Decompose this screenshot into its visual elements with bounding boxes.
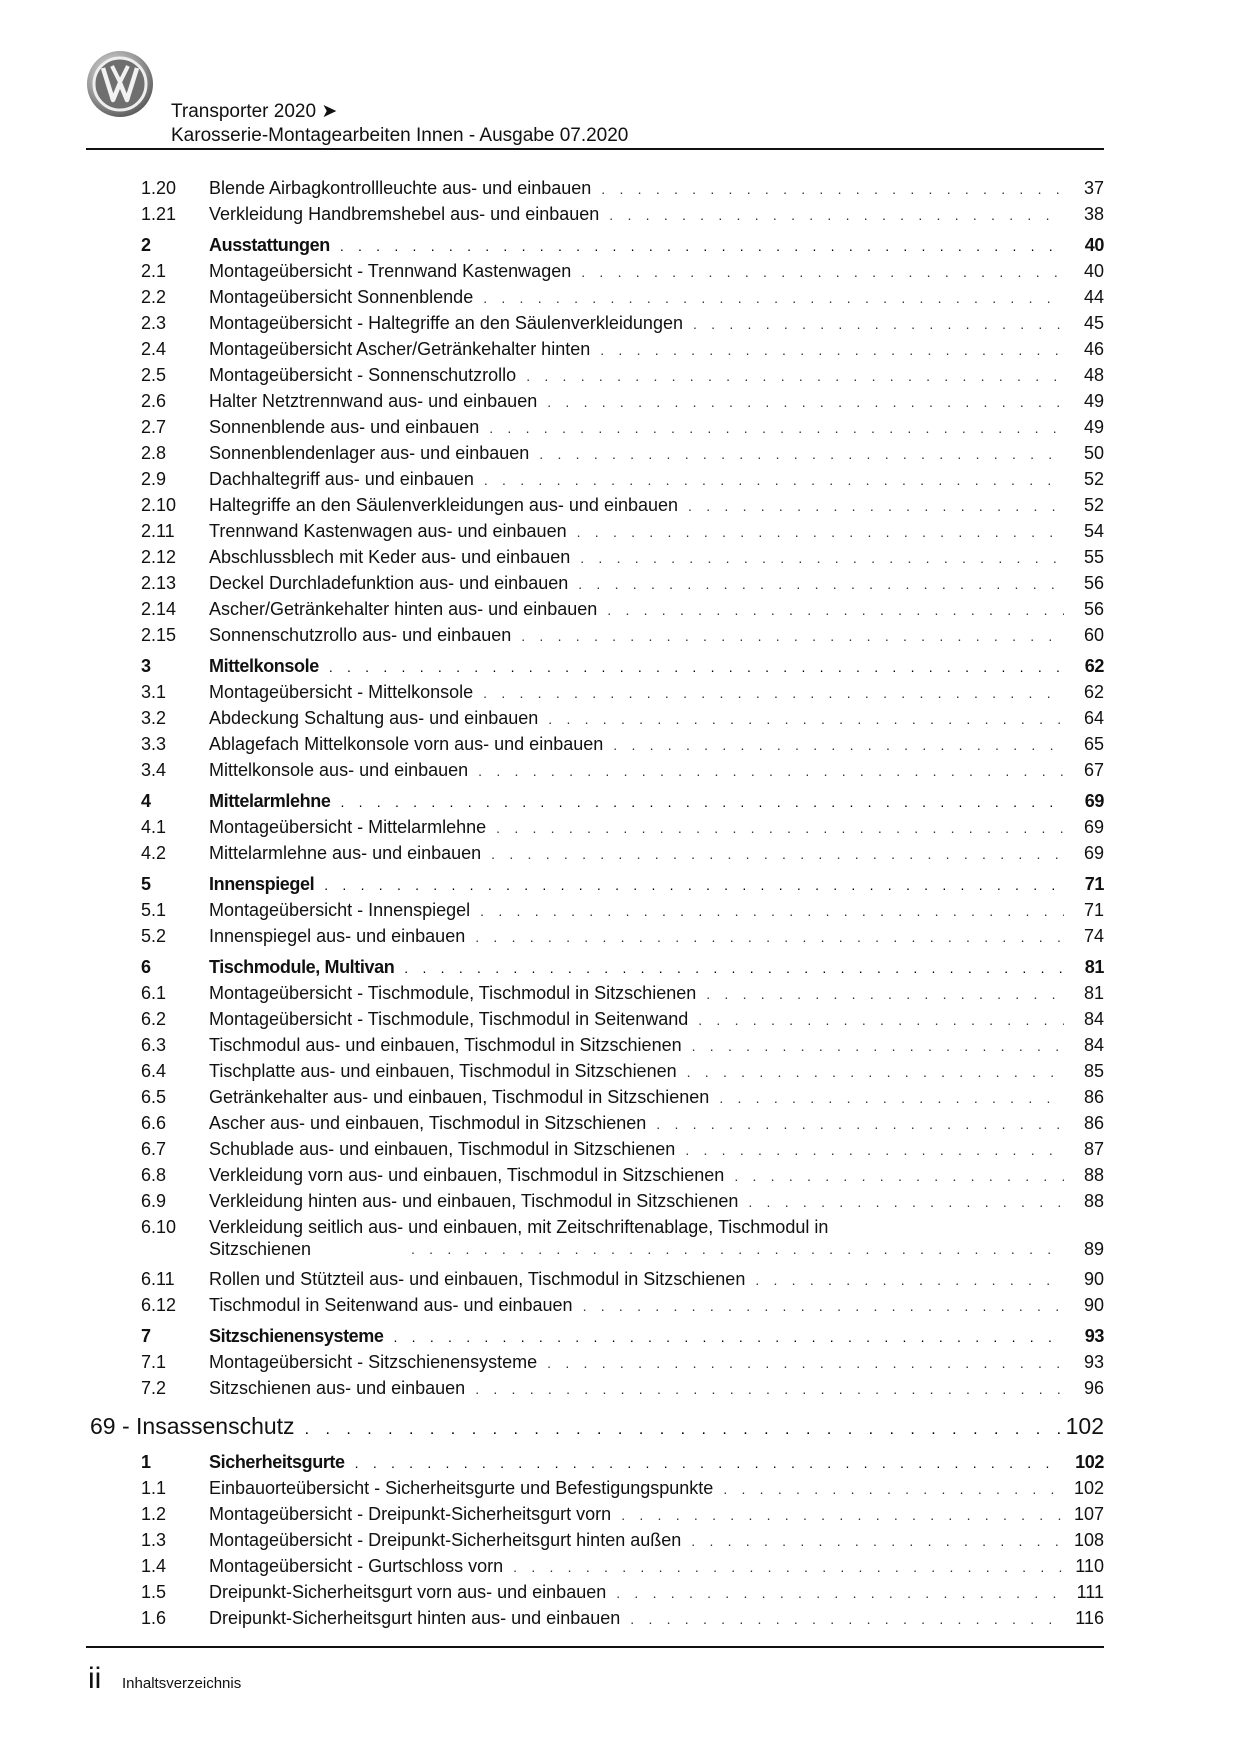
toc-entry-page: 88 bbox=[1083, 1165, 1104, 1185]
toc-entry-title: Mittelarmlehne aus- und einbauen bbox=[209, 843, 482, 863]
toc-entry-title: Abdeckung Schaltung aus- und einbauen bbox=[209, 708, 539, 728]
toc-chapter-title: 69 - Insassenschutz bbox=[90, 1413, 295, 1439]
toc-entry-number: 2.10 bbox=[141, 495, 177, 515]
toc-entry-page: 102 bbox=[1073, 1478, 1104, 1498]
toc-entry[interactable] bbox=[141, 390, 1104, 413]
dot-leader bbox=[693, 313, 1064, 335]
toc-entry-page: 50 bbox=[1083, 443, 1104, 463]
toc-entry-title: Ausstattungen bbox=[209, 235, 330, 255]
toc-entry-number: 2.3 bbox=[141, 313, 167, 333]
toc-entry-page: 87 bbox=[1083, 1139, 1104, 1159]
toc-entry[interactable] bbox=[141, 442, 1104, 465]
toc-entry-page: 56 bbox=[1083, 573, 1104, 593]
dot-leader bbox=[755, 1269, 1064, 1291]
toc-entry-number: 3.3 bbox=[141, 734, 167, 754]
toc-entry[interactable] bbox=[141, 1607, 1104, 1630]
dot-leader bbox=[513, 1556, 1064, 1578]
page-number: ii bbox=[88, 1662, 102, 1695]
dot-leader bbox=[687, 1061, 1064, 1083]
dot-leader bbox=[324, 874, 1064, 896]
toc-entry[interactable] bbox=[141, 925, 1104, 948]
toc-entry-title: Tischplatte aus- und einbauen, Tischmodul in Sitzschienen bbox=[209, 1061, 677, 1081]
toc-entry[interactable] bbox=[141, 1351, 1104, 1374]
toc-entry-title: Ascher aus- und einbauen, Tischmodul in Sitzschienen bbox=[209, 1113, 647, 1133]
toc-entry-title: Ablagefach Mittelkonsole vorn aus- und einbauen bbox=[209, 734, 604, 754]
toc-entry-page: 55 bbox=[1083, 547, 1104, 567]
toc-entry[interactable] bbox=[141, 1060, 1104, 1083]
toc-entry-number: 6.3 bbox=[141, 1035, 167, 1055]
toc-entry[interactable] bbox=[141, 899, 1104, 922]
toc-entry[interactable] bbox=[141, 572, 1104, 595]
toc-entry[interactable] bbox=[141, 1529, 1104, 1552]
toc-entry-title: Abschlussblech mit Keder aus- und einbauen bbox=[209, 547, 571, 567]
toc-entry-page: 44 bbox=[1083, 287, 1104, 307]
toc-entry[interactable] bbox=[141, 364, 1104, 387]
toc-entry[interactable] bbox=[141, 177, 1104, 200]
dot-leader bbox=[581, 261, 1064, 283]
dot-leader bbox=[616, 1582, 1064, 1604]
toc-entry[interactable] bbox=[141, 1034, 1104, 1057]
toc-entry-page: 52 bbox=[1083, 469, 1104, 489]
toc-entry-title: Sonnenblendenlager aus- und einbauen bbox=[209, 443, 530, 463]
toc-entry-page: 85 bbox=[1083, 1061, 1104, 1081]
toc-entry-number: 6.7 bbox=[141, 1139, 167, 1159]
toc-entry-page: 86 bbox=[1083, 1087, 1104, 1107]
toc-entry-number: 1.21 bbox=[141, 204, 177, 224]
toc-entry-title: Blende Airbagkontrollleuchte aus- und einbauen bbox=[209, 178, 592, 198]
toc-entry-number: 6.11 bbox=[141, 1269, 175, 1289]
toc-section[interactable] bbox=[141, 873, 1104, 896]
footer-divider bbox=[86, 1646, 1104, 1648]
dot-leader bbox=[478, 760, 1064, 782]
toc-entry[interactable] bbox=[141, 203, 1104, 226]
dot-leader bbox=[692, 1035, 1064, 1057]
toc-section[interactable] bbox=[141, 1325, 1104, 1348]
toc-entry-page: 62 bbox=[1084, 656, 1104, 676]
toc-entry-page: 81 bbox=[1084, 957, 1104, 977]
toc-entry-title: Montageübersicht Ascher/Getränkehalter hinten bbox=[209, 339, 591, 359]
toc-entry-title: Mittelarmlehne bbox=[209, 791, 331, 811]
toc-section[interactable] bbox=[141, 956, 1104, 979]
toc-entry-page: 116 bbox=[1075, 1608, 1104, 1628]
toc-entry[interactable] bbox=[141, 1268, 1104, 1291]
toc-entry-page: 69 bbox=[1083, 817, 1104, 837]
toc-entry[interactable] bbox=[141, 1138, 1104, 1161]
toc-entry-page: 45 bbox=[1083, 313, 1104, 333]
toc-entry-number: 2.2 bbox=[141, 287, 167, 307]
toc-entry-title: Montageübersicht - Mittelarmlehne bbox=[209, 817, 487, 837]
toc-entry-title: Tischmodul in Seitenwand aus- und einbauen bbox=[209, 1295, 573, 1315]
dot-leader bbox=[489, 417, 1064, 439]
dot-leader bbox=[548, 708, 1064, 730]
dot-leader bbox=[329, 656, 1064, 678]
toc-section[interactable] bbox=[141, 655, 1104, 678]
toc-entry-page: 65 bbox=[1083, 734, 1104, 754]
toc-entry[interactable] bbox=[141, 286, 1104, 309]
toc-section[interactable] bbox=[141, 234, 1104, 257]
toc-entry-page: 48 bbox=[1083, 365, 1104, 385]
toc-entry-number: 2.9 bbox=[141, 469, 167, 489]
toc-entry-number: 2 bbox=[141, 235, 151, 255]
dot-leader bbox=[484, 469, 1064, 491]
dot-leader bbox=[706, 983, 1064, 1005]
toc-entry-number: 2.8 bbox=[141, 443, 167, 463]
toc-entry-title: Verkleidung Handbremshebel aus- und einbauen bbox=[209, 204, 600, 224]
toc-entry-title: Montageübersicht - Dreipunkt-Sicherheitsgurt hinten außen bbox=[209, 1530, 682, 1550]
dot-leader bbox=[393, 1326, 1064, 1348]
toc-entry-number: 1.20 bbox=[141, 178, 177, 198]
toc-entry-page: 84 bbox=[1083, 1009, 1104, 1029]
toc-entry-title: Tischmodul aus- und einbauen, Tischmodul in Sitzschienen bbox=[209, 1035, 682, 1055]
toc-entry-number: 2.7 bbox=[141, 417, 167, 437]
toc-entry-page: 107 bbox=[1073, 1504, 1104, 1524]
toc-entry[interactable] bbox=[141, 546, 1104, 569]
toc-entry-page: 88 bbox=[1083, 1191, 1104, 1211]
toc-entry-title: Sitzschienen aus- und einbauen bbox=[209, 1378, 466, 1398]
toc-entry-page: 56 bbox=[1083, 599, 1104, 619]
toc-entry-number: 7 bbox=[141, 1326, 151, 1346]
toc-entry[interactable] bbox=[141, 468, 1104, 491]
toc-entry-title: Verkleidung vorn aus- und einbauen, Tischmodul in Sitzschienen bbox=[209, 1165, 725, 1185]
toc-entry-title: Sitzschienensysteme bbox=[209, 1326, 384, 1346]
dot-leader bbox=[480, 900, 1064, 922]
toc-entry-page: 37 bbox=[1083, 178, 1104, 198]
toc-entry-title: Montageübersicht - Tischmodule, Tischmodul in Seitenwand bbox=[209, 1009, 689, 1029]
toc-entry-number: 3.2 bbox=[141, 708, 167, 728]
dot-leader bbox=[656, 1113, 1064, 1135]
dot-leader bbox=[748, 1191, 1064, 1213]
toc-entry-number: 2.5 bbox=[141, 365, 167, 385]
toc-entry-page: 86 bbox=[1083, 1113, 1104, 1133]
toc-entry[interactable] bbox=[141, 707, 1104, 730]
toc-entry-page: 108 bbox=[1073, 1530, 1104, 1550]
dot-leader bbox=[723, 1478, 1064, 1500]
toc-entry-title: Dreipunkt-Sicherheitsgurt vorn aus- und einbauen bbox=[209, 1582, 607, 1602]
dot-leader bbox=[521, 625, 1064, 647]
toc-entry-page: 90 bbox=[1083, 1269, 1104, 1289]
toc-entry-number: 7.1 bbox=[141, 1352, 167, 1372]
dot-leader bbox=[340, 235, 1064, 257]
toc-entry[interactable] bbox=[141, 1477, 1104, 1500]
toc-entry-number: 4 bbox=[141, 791, 151, 811]
dot-leader bbox=[600, 339, 1064, 361]
toc-entry-page: 49 bbox=[1083, 417, 1104, 437]
toc-entry-number: 1.5 bbox=[141, 1582, 167, 1602]
toc-entry-number: 6.9 bbox=[141, 1191, 167, 1211]
dot-leader bbox=[583, 1295, 1064, 1317]
toc-entry[interactable] bbox=[141, 982, 1104, 1005]
toc-entry-page: 49 bbox=[1083, 391, 1104, 411]
toc-entry-title: Verkleidung seitlich aus- und einbauen, mit Zeitschriftenablage, Tischmodul in Sitzschienen bbox=[209, 1217, 829, 1259]
toc-entry[interactable] bbox=[141, 1503, 1104, 1526]
toc-entry-title: Innenspiegel bbox=[209, 874, 315, 894]
dot-leader bbox=[305, 1417, 1064, 1443]
toc-entry-page: 90 bbox=[1083, 1295, 1104, 1315]
toc-entry-page: 93 bbox=[1084, 1326, 1104, 1346]
toc-entry-number: 1.2 bbox=[141, 1504, 167, 1524]
toc-entry-number: 3 bbox=[141, 656, 151, 676]
dot-leader bbox=[526, 365, 1064, 387]
toc-entry-number: 5 bbox=[141, 874, 151, 894]
toc-entry-title: Montageübersicht - Trennwand Kastenwagen bbox=[209, 261, 572, 281]
toc-entry-page: 93 bbox=[1083, 1352, 1104, 1372]
toc-entry[interactable] bbox=[141, 312, 1104, 335]
toc-entry-page: 89 bbox=[1083, 1239, 1104, 1259]
dot-leader bbox=[613, 734, 1064, 756]
toc-section[interactable] bbox=[141, 790, 1104, 813]
toc-entry-title: Montageübersicht - Tischmodule, Tischmodul in Sitzschienen bbox=[209, 983, 697, 1003]
dot-leader bbox=[496, 817, 1064, 839]
toc-entry-title: Montageübersicht - Sonnenschutzrollo bbox=[209, 365, 517, 385]
toc-entry-title: Mittelkonsole bbox=[209, 656, 319, 676]
toc-entry-page: 102 bbox=[1075, 1452, 1104, 1472]
toc-entry-title: Halter Netztrennwand aus- und einbauen bbox=[209, 391, 538, 411]
toc-entry-page: 69 bbox=[1083, 843, 1104, 863]
dot-leader bbox=[691, 1530, 1064, 1552]
dot-leader bbox=[580, 547, 1064, 569]
toc-entry-number: 6.6 bbox=[141, 1113, 167, 1133]
toc-entry[interactable] bbox=[141, 681, 1104, 704]
toc-entry-page: 110 bbox=[1075, 1556, 1104, 1576]
toc-entry-page: 38 bbox=[1083, 204, 1104, 224]
toc-entry-number: 2.6 bbox=[141, 391, 167, 411]
toc-entry-title: Sicherheitsgurte bbox=[209, 1452, 345, 1472]
toc-entry[interactable] bbox=[141, 260, 1104, 283]
toc-entry-title: Getränkehalter aus- und einbauen, Tischmodul in Sitzschienen bbox=[209, 1087, 710, 1107]
toc-entry-page: 69 bbox=[1084, 791, 1104, 811]
toc-entry[interactable] bbox=[141, 1008, 1104, 1031]
toc-chapter[interactable] bbox=[90, 1413, 1104, 1443]
toc-entry[interactable] bbox=[141, 1112, 1104, 1135]
toc-entry-number: 1.6 bbox=[141, 1608, 167, 1628]
toc-entry-title: Deckel Durchladefunktion aus- und einbauen bbox=[209, 573, 569, 593]
toc-entry-page: 40 bbox=[1084, 235, 1104, 255]
dot-leader bbox=[601, 178, 1064, 200]
header-divider bbox=[86, 148, 1104, 150]
toc-entry-number: 7.2 bbox=[141, 1378, 167, 1398]
toc-entry[interactable] bbox=[141, 759, 1104, 782]
toc-entry-number: 2.1 bbox=[141, 261, 167, 281]
toc-entry-number: 2.15 bbox=[141, 625, 177, 645]
toc-entry-page: 81 bbox=[1083, 983, 1104, 1003]
toc-entry-number: 2.4 bbox=[141, 339, 167, 359]
toc-entry-number: 1.4 bbox=[141, 1556, 167, 1576]
toc-entry-title: Montageübersicht - Haltegriffe an den Säulenverkleidungen bbox=[209, 313, 683, 333]
toc-entry-number: 5.1 bbox=[141, 900, 167, 920]
dot-leader bbox=[491, 843, 1064, 865]
dot-leader bbox=[719, 1087, 1064, 1109]
dot-leader bbox=[685, 1139, 1064, 1161]
toc-entry-number: 2.11 bbox=[141, 521, 175, 541]
toc-entry[interactable] bbox=[141, 816, 1104, 839]
dot-leader bbox=[688, 495, 1064, 517]
toc-entry-title: Dachhaltegriff aus- und einbauen bbox=[209, 469, 474, 489]
toc-entry[interactable] bbox=[141, 1581, 1104, 1604]
toc-entry-page: 60 bbox=[1083, 625, 1104, 645]
dot-leader bbox=[340, 791, 1064, 813]
toc-entry-title: Verkleidung hinten aus- und einbauen, Tischmodul in Sitzschienen bbox=[209, 1191, 739, 1211]
toc-entry-number: 3.1 bbox=[141, 682, 167, 702]
dot-leader bbox=[411, 1238, 1060, 1260]
toc-entry-number: 5.2 bbox=[141, 926, 167, 946]
toc-entry[interactable] bbox=[141, 520, 1104, 543]
toc-entry-title: Ascher/Getränkehalter hinten aus- und einbauen bbox=[209, 599, 598, 619]
toc-entry-title: Montageübersicht - Dreipunkt-Sicherheitsgurt vorn bbox=[209, 1504, 612, 1524]
toc-entry-title: Schublade aus- und einbauen, Tischmodul in Sitzschienen bbox=[209, 1139, 676, 1159]
toc-entry[interactable] bbox=[141, 494, 1104, 517]
toc-entry[interactable] bbox=[141, 624, 1104, 647]
toc-entry-title: Haltegriffe an den Säulenverkleidungen aus- und einbauen bbox=[209, 495, 679, 515]
dot-leader bbox=[547, 1352, 1064, 1374]
toc-section[interactable] bbox=[141, 1451, 1104, 1474]
toc-entry-number: 6.4 bbox=[141, 1061, 167, 1081]
toc-entry-title: Tischmodule, Multivan bbox=[209, 957, 395, 977]
toc-entry-page: 40 bbox=[1083, 261, 1104, 281]
toc-entry-number: 2.13 bbox=[141, 573, 177, 593]
toc-entry-number: 4.1 bbox=[141, 817, 167, 837]
toc-entry-title: Rollen und Stützteil aus- und einbauen, Tischmodul in Sitzschienen bbox=[209, 1269, 746, 1289]
toc-entry[interactable] bbox=[141, 733, 1104, 756]
toc-entry-title: Sonnenschutzrollo aus- und einbauen bbox=[209, 625, 512, 645]
toc-entry-number: 1.3 bbox=[141, 1530, 167, 1550]
toc-entry[interactable] bbox=[141, 1164, 1104, 1187]
toc-entry[interactable] bbox=[141, 1377, 1104, 1400]
footer-label: Inhaltsverzeichnis bbox=[122, 1675, 242, 1692]
toc-entry[interactable] bbox=[141, 1294, 1104, 1317]
dot-leader bbox=[578, 573, 1064, 595]
toc-entry-number: 1 bbox=[141, 1452, 151, 1472]
toc-entry[interactable] bbox=[141, 1086, 1104, 1109]
toc-entry-page: 84 bbox=[1083, 1035, 1104, 1055]
dot-leader bbox=[698, 1009, 1064, 1031]
toc-entry[interactable] bbox=[141, 598, 1104, 621]
toc-entry-page: 62 bbox=[1083, 682, 1104, 702]
toc-entry-title: Einbauorteübersicht - Sicherheitsgurte und Befestigungspunkte bbox=[209, 1478, 714, 1498]
toc-entry-number: 6 bbox=[141, 957, 151, 977]
toc-entry-title: Montageübersicht Sonnenblende bbox=[209, 287, 474, 307]
toc-entry[interactable] bbox=[141, 842, 1104, 865]
toc-entry-page: 54 bbox=[1083, 521, 1104, 541]
toc-entry-number: 6.8 bbox=[141, 1165, 167, 1185]
dot-leader bbox=[607, 599, 1064, 621]
dot-leader bbox=[609, 204, 1064, 226]
toc-entry-page: 71 bbox=[1084, 874, 1104, 894]
toc-entry-number: 6.1 bbox=[141, 983, 167, 1003]
dot-leader bbox=[475, 926, 1064, 948]
toc-entry-number: 6.2 bbox=[141, 1009, 167, 1029]
toc-entry-page: 67 bbox=[1083, 760, 1104, 780]
toc-entry-page: 96 bbox=[1083, 1378, 1104, 1398]
dot-leader bbox=[630, 1608, 1064, 1630]
toc-entry-title: Montageübersicht - Sitzschienensysteme bbox=[209, 1352, 538, 1372]
toc-entry-page: 64 bbox=[1083, 708, 1104, 728]
toc-entry-page: 111 bbox=[1076, 1582, 1104, 1602]
toc-entry-page: 52 bbox=[1083, 495, 1104, 515]
toc-entry-title: Innenspiegel aus- und einbauen bbox=[209, 926, 466, 946]
toc-entry-number: 6.12 bbox=[141, 1295, 177, 1315]
toc-entry-number: 2.14 bbox=[141, 599, 177, 619]
dot-leader bbox=[547, 391, 1064, 413]
toc-entry-number: 2.12 bbox=[141, 547, 177, 567]
toc-entry-title: Sonnenblende aus- und einbauen bbox=[209, 417, 480, 437]
dot-leader bbox=[404, 957, 1064, 979]
toc-entry[interactable] bbox=[141, 1216, 1104, 1260]
toc-entry-page: 71 bbox=[1083, 900, 1104, 920]
dot-leader bbox=[355, 1452, 1064, 1474]
toc-entry-page: 102 bbox=[1065, 1413, 1104, 1439]
dot-leader bbox=[577, 521, 1064, 543]
dot-leader bbox=[734, 1165, 1064, 1187]
document-subtitle: Karosserie-Montagearbeiten Innen - Ausgabe 07.2020 bbox=[171, 125, 629, 146]
toc-entry-number: 6.5 bbox=[141, 1087, 167, 1107]
dot-leader bbox=[539, 443, 1064, 465]
toc-entry[interactable] bbox=[141, 1190, 1104, 1213]
toc-entry-title: Trennwand Kastenwagen aus- und einbauen bbox=[209, 521, 567, 541]
toc-entry-page: 46 bbox=[1083, 339, 1104, 359]
toc-entry-page: 74 bbox=[1083, 926, 1104, 946]
vw-logo-icon bbox=[86, 50, 154, 118]
toc-entry-title: Mittelkonsole aus- und einbauen bbox=[209, 760, 469, 780]
dot-leader bbox=[475, 1378, 1064, 1400]
toc-entry-title: Montageübersicht - Mittelkonsole bbox=[209, 682, 474, 702]
toc-entry-number: 3.4 bbox=[141, 760, 167, 780]
toc-entry-number: 6.10 bbox=[141, 1217, 177, 1237]
toc-entry[interactable] bbox=[141, 338, 1104, 361]
document-title: Transporter 2020 ➤ bbox=[171, 101, 338, 122]
toc-entry-title: Montageübersicht - Gurtschloss vorn bbox=[209, 1556, 504, 1576]
dot-leader bbox=[621, 1504, 1064, 1526]
toc-entry-title: Dreipunkt-Sicherheitsgurt hinten aus- und einbauen bbox=[209, 1608, 621, 1628]
toc-entry-title: Montageübersicht - Innenspiegel bbox=[209, 900, 471, 920]
toc-entry[interactable] bbox=[141, 416, 1104, 439]
dot-leader bbox=[483, 287, 1064, 309]
dot-leader bbox=[483, 682, 1064, 704]
toc-entry[interactable] bbox=[141, 1555, 1104, 1578]
toc-entry-number: 4.2 bbox=[141, 843, 167, 863]
toc-entry-number: 1.1 bbox=[141, 1478, 167, 1498]
